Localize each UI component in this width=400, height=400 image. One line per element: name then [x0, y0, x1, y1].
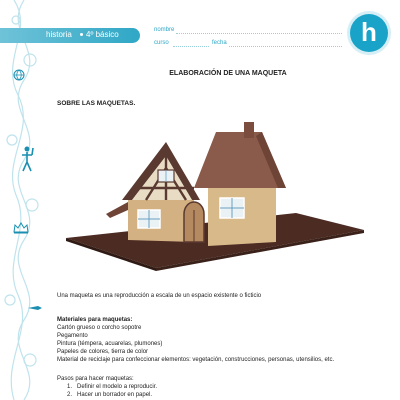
materials-heading: Materiales para maquetas:: [57, 317, 133, 323]
date-field[interactable]: [229, 46, 342, 47]
logo: [350, 14, 388, 52]
step-text: Hacer un borrador en papel.: [77, 392, 153, 398]
list-item: [57, 383, 157, 391]
course-field[interactable]: [173, 46, 209, 47]
subject-label: historia: [46, 30, 72, 39]
course-label: curso: [154, 40, 169, 46]
steps-section: [57, 375, 157, 399]
crown-icon: [13, 222, 29, 234]
house-model-illustration: [66, 118, 366, 278]
definition-text: Una maqueta es una reproducción a escala de un espacio existente o ficticio: [57, 293, 262, 299]
decorative-swirl-border: [0, 0, 48, 400]
globe-icon: [13, 69, 25, 81]
materials-item: Pegamento: [57, 333, 88, 339]
materials-item: Material de reciclaje para confeccionar elementos: vegetación, construcciones, personas, utensilios, etc.: [57, 357, 335, 363]
materials-section: [57, 316, 334, 364]
name-label: nombre: [154, 27, 175, 33]
steps-heading: Pasos para hacer maquetas:: [57, 376, 134, 382]
separator-dot: [80, 33, 83, 36]
step-number: 2.: [67, 392, 73, 398]
materials-item: Pintura (témpera, acuarelas, plumones): [57, 341, 163, 347]
section-title: SOBRE LAS MAQUETAS.: [57, 100, 136, 107]
grade-label: 4º básico: [86, 30, 119, 39]
materials-item: Papeles de colores, tierra de color: [57, 349, 149, 355]
materials-item: Cartón grueso o corcho sopotre: [57, 325, 142, 331]
document-title: ELABORACIÓN DE UNA MAQUETA: [169, 70, 287, 77]
logo-letter: h: [361, 16, 377, 47]
person-icon: [20, 146, 34, 172]
step-text: Definir el modelo a reproducir.: [77, 384, 158, 390]
pen-icon: [28, 305, 42, 311]
list-item: [57, 391, 157, 399]
name-field[interactable]: [176, 33, 342, 34]
step-number: 1.: [67, 384, 73, 390]
date-label: fecha: [212, 40, 227, 46]
